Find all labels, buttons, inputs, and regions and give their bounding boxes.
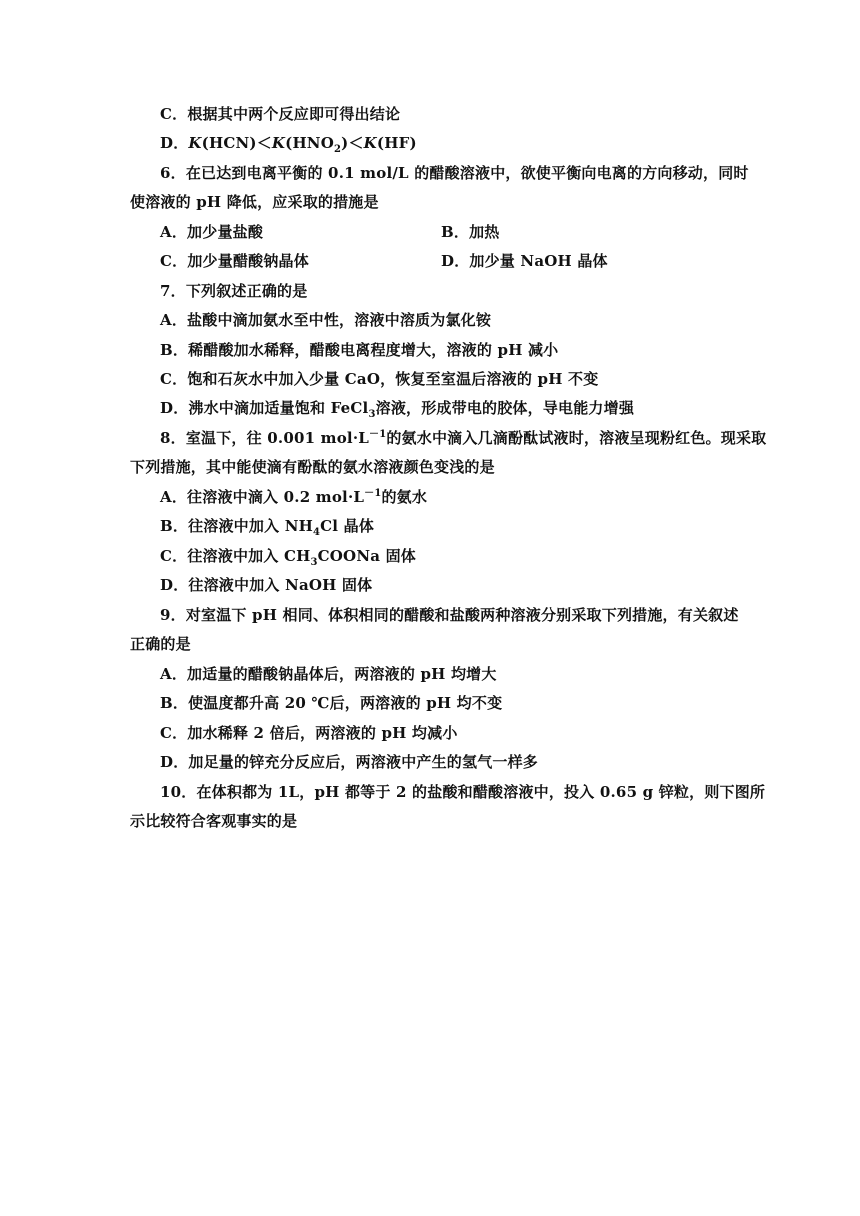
q8-stem-text-2: 下列措施，其中能使滴有酚酞的氨水溶液颜色变浅的是 [130, 458, 495, 476]
q6-option-d-text: D．加少量 NaOH 晶体 [441, 252, 608, 270]
q8-option-a-text-2: 的氨水 [381, 488, 428, 506]
q6-option-a [160, 222, 420, 242]
q9-option-d-text: D．加足量的锌充分反应后，两溶液中产生的氢气一样多 [160, 753, 539, 771]
q5-k-symbol: K [188, 134, 202, 152]
q6-stem-line2 [130, 192, 735, 212]
q8-option-a [160, 487, 765, 507]
q8-stem-text-1b: 的氨水中滴入几滴酚酞试液时，溶液呈现粉红色。现采取 [386, 429, 767, 447]
q5-option-c-text: C．根据其中两个反应即可得出结论 [160, 105, 401, 123]
q8-option-c-text-2: COONa 固体 [317, 547, 416, 565]
q6-option-b-text: B．加热 [441, 223, 500, 241]
q5-d-part4: (HF) [376, 134, 417, 152]
q5-d-subscript: 2 [334, 144, 342, 155]
q9-option-c-text: C．加水稀释 2 倍后，两溶液的 pH 均减小 [160, 724, 458, 742]
q8-option-d [160, 575, 765, 595]
q7-option-c-text: C．饱和石灰水中加入少量 CaO，恢复至室温后溶液的 pH 不变 [160, 370, 599, 388]
q8-option-b-text-2: Cl 晶体 [320, 517, 375, 535]
q5-option-d [160, 133, 765, 153]
q5-k-symbol: K [363, 134, 377, 152]
q10-stem-line1 [160, 782, 766, 802]
q10-stem-text-2: 示比较符合客观事实的是 [130, 812, 298, 830]
q6-option-b [441, 222, 701, 242]
q9-stem-line1 [160, 605, 739, 625]
q6-option-c [160, 251, 420, 271]
q9-stem-text-2: 正确的是 [130, 635, 191, 653]
q8-option-b [160, 516, 765, 536]
q8-c-subscript: 3 [310, 557, 318, 568]
q10-stem-text-1: 10．在体积都为 1L，pH 都等于 2 的盐酸和醋酸溶液中，投入 0.65 g 锌粒，则下图所 [160, 783, 766, 801]
q8-option-b-text-1: B．往溶液中加入 NH [160, 517, 313, 535]
q7-option-b [160, 340, 765, 360]
q8-b-subscript: 4 [313, 527, 321, 538]
q9-stem-text-1: 9．对室温下 pH 相同、体积相同的醋酸和盐酸两种溶液分别采取下列措施，有关叙述 [160, 606, 739, 624]
q5-d-part3: )＜ [341, 134, 364, 152]
q7-option-c [160, 369, 765, 389]
q7-stem [160, 281, 765, 301]
q6-stem-text-1: 6．在已达到电离平衡的 0.1 mol/L 的醋酸溶液中，欲使平衡向电离的方向移动，同时 [160, 164, 749, 182]
q7-option-d [160, 398, 765, 418]
q6-stem-line1 [160, 163, 749, 183]
q9-option-c [160, 723, 765, 743]
q7-option-a-text: A．盐酸中滴加氨水至中性，溶液中溶质为氯化铵 [160, 311, 492, 329]
q7-stem-text: 7．下列叙述正确的是 [160, 282, 308, 300]
q8-option-c-text-1: C．往溶液中加入 CH [160, 547, 311, 565]
q5-k-symbol: K [271, 134, 286, 152]
q5-d-part2: (HNO [285, 134, 334, 152]
q7-option-d-text-1: D．沸水中滴加适量饱和 FeCl [160, 399, 369, 417]
q8-stem-line2 [130, 457, 735, 477]
q6-option-a-text: A．加少量盐酸 [160, 223, 264, 241]
q7-option-a [160, 310, 765, 330]
q9-stem-line2 [130, 634, 735, 654]
q9-option-a-text: A．加适量的醋酸钠晶体后，两溶液的 pH 均增大 [160, 665, 497, 683]
q8-stem-text-1a: 8．室温下，往 0.001 mol·L [160, 429, 369, 447]
q6-stem-text-2: 使溶液的 pH 降低，应采取的措施是 [130, 193, 379, 211]
q7-option-b-text: B．稀醋酸加水稀释，醋酸电离程度增大，溶液的 pH 减小 [160, 341, 559, 359]
q7-option-d-text-2: 溶液，形成带电的胶体，导电能力增强 [375, 399, 635, 417]
q8-option-a-text-1: A．往溶液中滴入 0.2 mol·L [160, 488, 365, 506]
q5-option-c [160, 104, 765, 124]
q6-option-d [441, 251, 701, 271]
q6-option-c-text: C．加少量醋酸钠晶体 [160, 252, 309, 270]
q8-superscript: －1 [369, 429, 387, 440]
q7-d-subscript: 3 [368, 409, 376, 420]
q8-option-c [160, 546, 765, 566]
q8-a-superscript: －1 [364, 488, 382, 499]
q8-option-d-text: D．往溶液中加入 NaOH 固体 [160, 576, 373, 594]
q9-option-d [160, 752, 765, 772]
q9-option-b [160, 693, 765, 713]
q5-d-part1: (HCN)＜ [201, 134, 272, 152]
q10-stem-line2 [130, 811, 735, 831]
q5-option-d-label: D． [160, 134, 189, 152]
q9-option-a [160, 664, 765, 684]
q8-stem-line1 [160, 428, 767, 448]
q9-option-b-text: B．使温度都升高 20 ℃后，两溶液的 pH 均不变 [160, 694, 503, 712]
